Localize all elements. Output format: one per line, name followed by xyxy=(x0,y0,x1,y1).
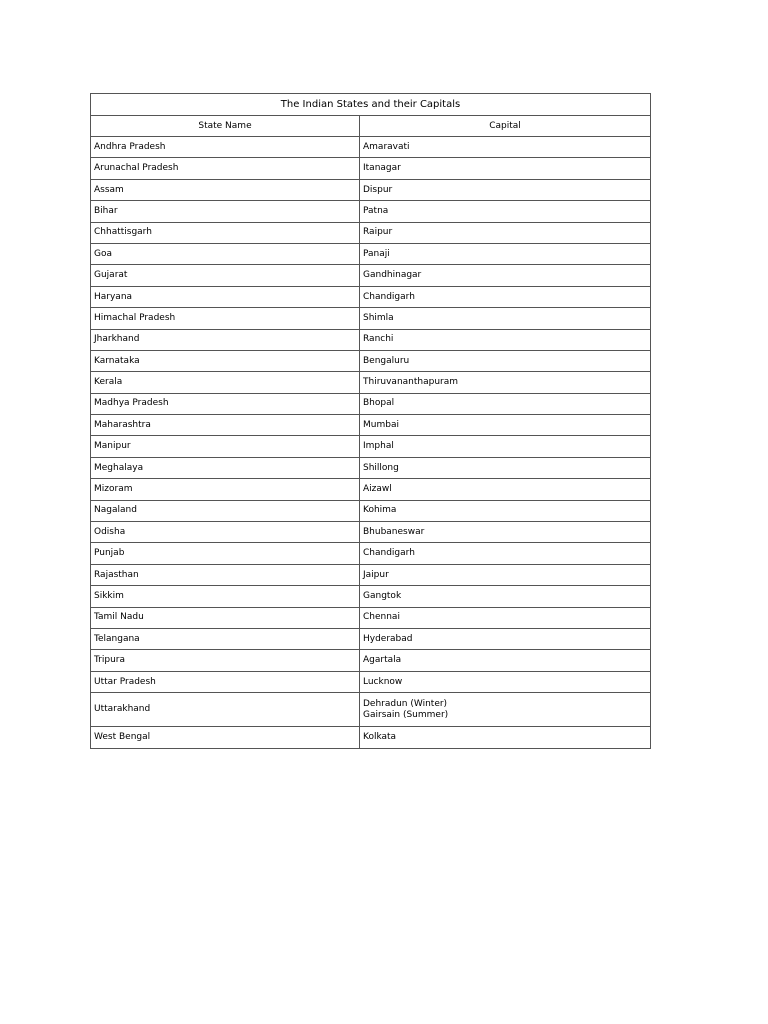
capital-name: Raipur xyxy=(363,227,393,238)
table-title: The Indian States and their Capitals xyxy=(91,94,651,116)
capital-name: Mumbai xyxy=(363,419,399,430)
table-row xyxy=(91,671,651,692)
state-name-cell: Nagaland xyxy=(91,500,360,521)
table-row xyxy=(91,586,651,607)
table-row xyxy=(91,436,651,457)
capital-cell xyxy=(360,201,651,222)
state-name-cell: Odisha xyxy=(91,522,360,543)
capital-name: Kolkata xyxy=(363,731,397,742)
table-body xyxy=(91,137,651,749)
table-row xyxy=(91,415,651,436)
state-name-cell: Tamil Nadu xyxy=(91,607,360,628)
table-row xyxy=(91,564,651,585)
capital-name: Dispur xyxy=(363,184,393,195)
capital-name: Itanagar xyxy=(363,163,401,174)
capital-name: Aizawl xyxy=(363,484,392,495)
capital-name: Chandigarh xyxy=(363,548,415,559)
capital-cell xyxy=(360,500,651,521)
table-row xyxy=(91,286,651,307)
state-name-cell: Madhya Pradesh xyxy=(91,393,360,414)
capital-name: Imphal xyxy=(363,441,394,452)
capital-cell xyxy=(360,137,651,158)
table-row xyxy=(91,500,651,521)
capital-cell xyxy=(360,179,651,200)
capital-name: Gangtok xyxy=(363,591,402,601)
state-name-cell: Tripura xyxy=(91,650,360,671)
state-name-cell: Meghalaya xyxy=(91,457,360,478)
state-name-cell: Mizoram xyxy=(91,479,360,500)
capital-cell xyxy=(360,222,651,243)
capital-name: Amaravati xyxy=(363,141,410,152)
capital-cell xyxy=(360,243,651,264)
state-name-cell: Himachal Pradesh xyxy=(91,308,360,329)
state-name-cell: Uttar Pradesh xyxy=(91,671,360,692)
table-title-row xyxy=(91,94,651,116)
state-name-cell: Andhra Pradesh xyxy=(91,137,360,158)
capital-name: Gandhinagar xyxy=(363,270,422,281)
table-row xyxy=(91,308,651,329)
capital-cell xyxy=(360,350,651,371)
capital-name: Hyderabad xyxy=(363,633,413,644)
capital-cell xyxy=(360,650,651,671)
capital-name: Chennai xyxy=(363,612,400,623)
state-name-cell: Bihar xyxy=(91,201,360,222)
table-row xyxy=(91,457,651,478)
capital-name: Jaipur xyxy=(363,569,389,580)
capital-cell xyxy=(360,671,651,692)
state-name-cell: Manipur xyxy=(91,436,360,457)
capital-cell xyxy=(360,628,651,649)
capital-name: Panaji xyxy=(363,248,390,259)
state-name-cell: Haryana xyxy=(91,286,360,307)
table-row xyxy=(91,522,651,543)
state-name-cell: Gujarat xyxy=(91,265,360,286)
capital-cell xyxy=(360,158,651,179)
table-row xyxy=(91,393,651,414)
states-capitals-table xyxy=(90,93,651,749)
table-row xyxy=(91,243,651,264)
state-name-cell: Punjab xyxy=(91,543,360,564)
capital-cell xyxy=(360,372,651,393)
table-row xyxy=(91,201,651,222)
capital-name: Ranchi xyxy=(363,334,394,345)
table-row xyxy=(91,543,651,564)
capital-cell xyxy=(360,286,651,307)
state-name-cell: Karnataka xyxy=(91,350,360,371)
state-name-cell: Sikkim xyxy=(91,586,360,607)
state-name-cell: Goa xyxy=(91,243,360,264)
capital-cell xyxy=(360,586,651,607)
state-name-cell: Arunachal Pradesh xyxy=(91,158,360,179)
table-row xyxy=(91,350,651,371)
capital-cell xyxy=(360,543,651,564)
capital-cell xyxy=(360,308,651,329)
capital-name: Lucknow xyxy=(363,676,403,687)
capital-cell xyxy=(360,564,651,585)
capital-name: Thiruvananthapuram xyxy=(363,377,459,388)
state-name-cell: Jharkhand xyxy=(91,329,360,350)
state-name-cell: Rajasthan xyxy=(91,564,360,585)
state-name-cell: Telangana xyxy=(91,628,360,649)
capital-cell xyxy=(360,479,651,500)
capital-cell xyxy=(360,693,651,727)
capital-cell xyxy=(360,415,651,436)
state-name-cell: West Bengal xyxy=(91,727,360,748)
table-row xyxy=(91,607,651,628)
capital-cell xyxy=(360,436,651,457)
table-row xyxy=(91,222,651,243)
state-name-cell: Maharashtra xyxy=(91,415,360,436)
capital-cell xyxy=(360,265,651,286)
table-row xyxy=(91,479,651,500)
capital-cell xyxy=(360,457,651,478)
table-row xyxy=(91,372,651,393)
capital-name: Dehradun (Winter) xyxy=(363,698,448,709)
state-name-cell: Chhattisgarh xyxy=(91,222,360,243)
capital-name: Bengaluru xyxy=(363,355,410,366)
column-header-state: State Name xyxy=(91,116,360,137)
capital-name: Patna xyxy=(363,205,389,216)
column-header-capital: Capital xyxy=(360,116,651,137)
table-row xyxy=(91,727,651,748)
capital-cell xyxy=(360,727,651,748)
state-name-cell: Uttarakhand xyxy=(91,693,360,727)
capital-name: Kohima xyxy=(363,505,397,516)
table-row xyxy=(91,137,651,158)
capital-name: Bhubaneswar xyxy=(363,526,425,537)
state-name-cell: Kerala xyxy=(91,372,360,393)
capital-name: Agartala xyxy=(363,655,402,666)
capital-name: Chandigarh xyxy=(363,291,415,302)
table-row xyxy=(91,650,651,671)
capital-name: Shillong xyxy=(363,462,399,473)
state-name-cell: Assam xyxy=(91,179,360,200)
capital-name: Shimla xyxy=(363,312,394,323)
capital-cell xyxy=(360,607,651,628)
table-row xyxy=(91,329,651,350)
capital-name: Bhopal xyxy=(363,398,395,409)
capital-cell xyxy=(360,393,651,414)
table-row xyxy=(91,265,651,286)
capital-cell xyxy=(360,522,651,543)
table-row xyxy=(91,628,651,649)
capital-cell xyxy=(360,329,651,350)
capital-name: Gairsain (Summer) xyxy=(363,709,449,720)
table-row xyxy=(91,179,651,200)
table-row xyxy=(91,693,651,727)
table-row xyxy=(91,158,651,179)
table-header-row xyxy=(91,116,651,137)
